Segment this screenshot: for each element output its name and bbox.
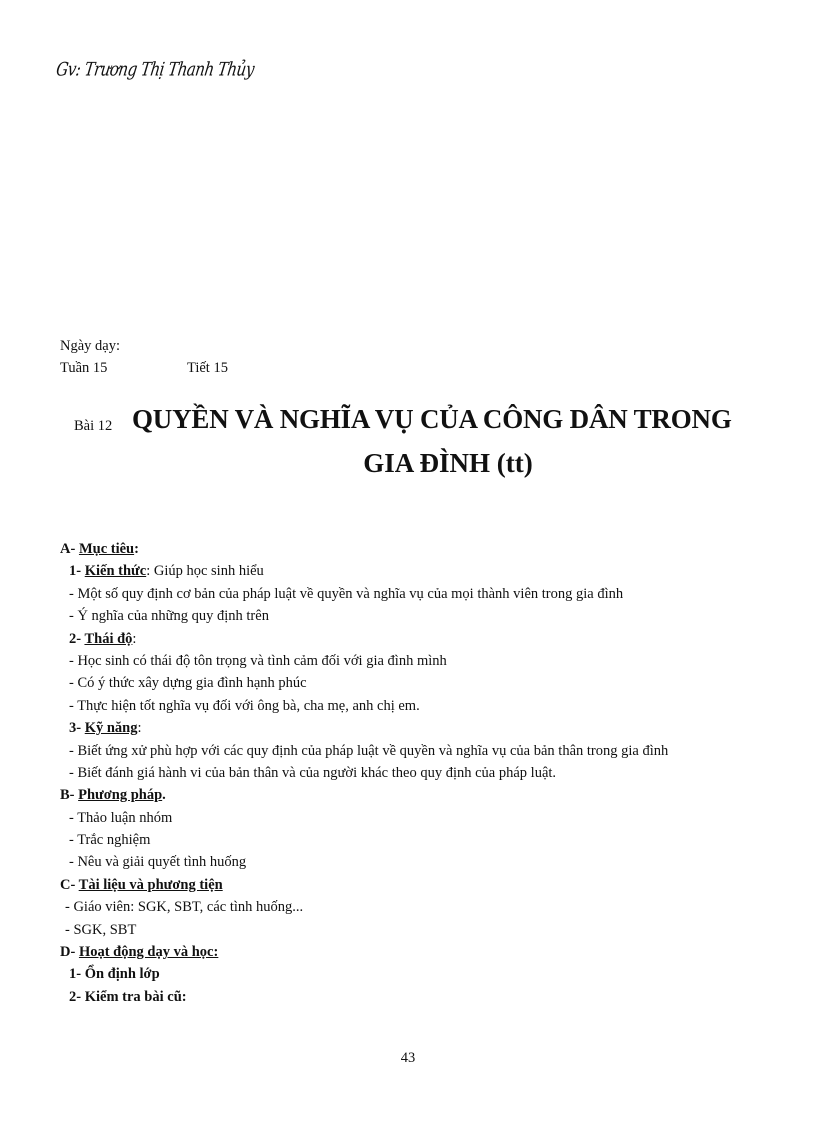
lesson-content: [60, 538, 750, 1008]
section-a2-heading: 2- Thái độ:: [69, 630, 137, 647]
signature-text: Gv: Trương Thị Thanh Thủy: [54, 58, 256, 81]
section-c-heading: C- Tài liệu và phương tiện: [60, 876, 223, 893]
list-item: - Trắc nghiệm: [69, 832, 151, 849]
list-item: - Một số quy định cơ bản của pháp luật về quyền và nghĩa vụ của mọi thành viên trong gia đình: [69, 585, 624, 602]
list-item: - Ý nghĩa của những quy định trên: [69, 608, 269, 625]
section-b-heading: B- Phương pháp.: [60, 787, 166, 804]
list-item: - SGK, SBT: [65, 921, 137, 938]
date-label: Ngày dạy:: [60, 338, 120, 354]
period-label: Tiết 15: [187, 360, 228, 376]
section-d-heading: D- Hoạt động dạy và học:: [60, 944, 219, 961]
list-item: - Biết ứng xử phù hợp với các quy định của pháp luật về quyền và nghĩa vụ của bản thân trong gia đình: [69, 742, 669, 759]
section-a1-heading: 1- Kiến thức: Giúp học sinh hiểu: [69, 563, 264, 580]
list-item: - Học sinh có thái độ tôn trọng và tình cảm đối với gia đình mình: [69, 652, 447, 669]
list-item: - Thực hiện tốt nghĩa vụ đối với ông bà, cha mẹ, anh chị em.: [69, 697, 420, 714]
list-item: - Nêu và giải quyết tình huống: [69, 854, 247, 871]
list-item: 2- Kiểm tra bài cũ:: [69, 988, 187, 1005]
title-line-1: QUYỀN VÀ NGHĨA VỤ CỦA CÔNG DÂN TRONG: [132, 404, 732, 434]
section-a3-heading: 3- Kỹ năng:: [69, 720, 142, 737]
title-line-2: GIA ĐÌNH (tt): [363, 448, 533, 478]
week-label: Tuần 15: [60, 360, 108, 376]
section-a-heading: A- Mục tiêu:: [60, 541, 139, 557]
lesson-number: Bài 12: [74, 418, 113, 434]
list-item: - Giáo viên: SGK, SBT, các tình huống...: [65, 899, 304, 916]
list-item: 1- Ổn định lớp: [69, 966, 160, 983]
list-item: - Có ý thức xây dựng gia đình hạnh phúc: [69, 675, 307, 692]
list-item: - Biết đánh giá hành vi của bản thân và của người khác theo quy định của pháp luật.: [69, 764, 557, 781]
teacher-signature: [54, 58, 256, 92]
list-item: - Thảo luận nhóm: [69, 809, 173, 826]
page-number: 43: [400, 1050, 416, 1066]
